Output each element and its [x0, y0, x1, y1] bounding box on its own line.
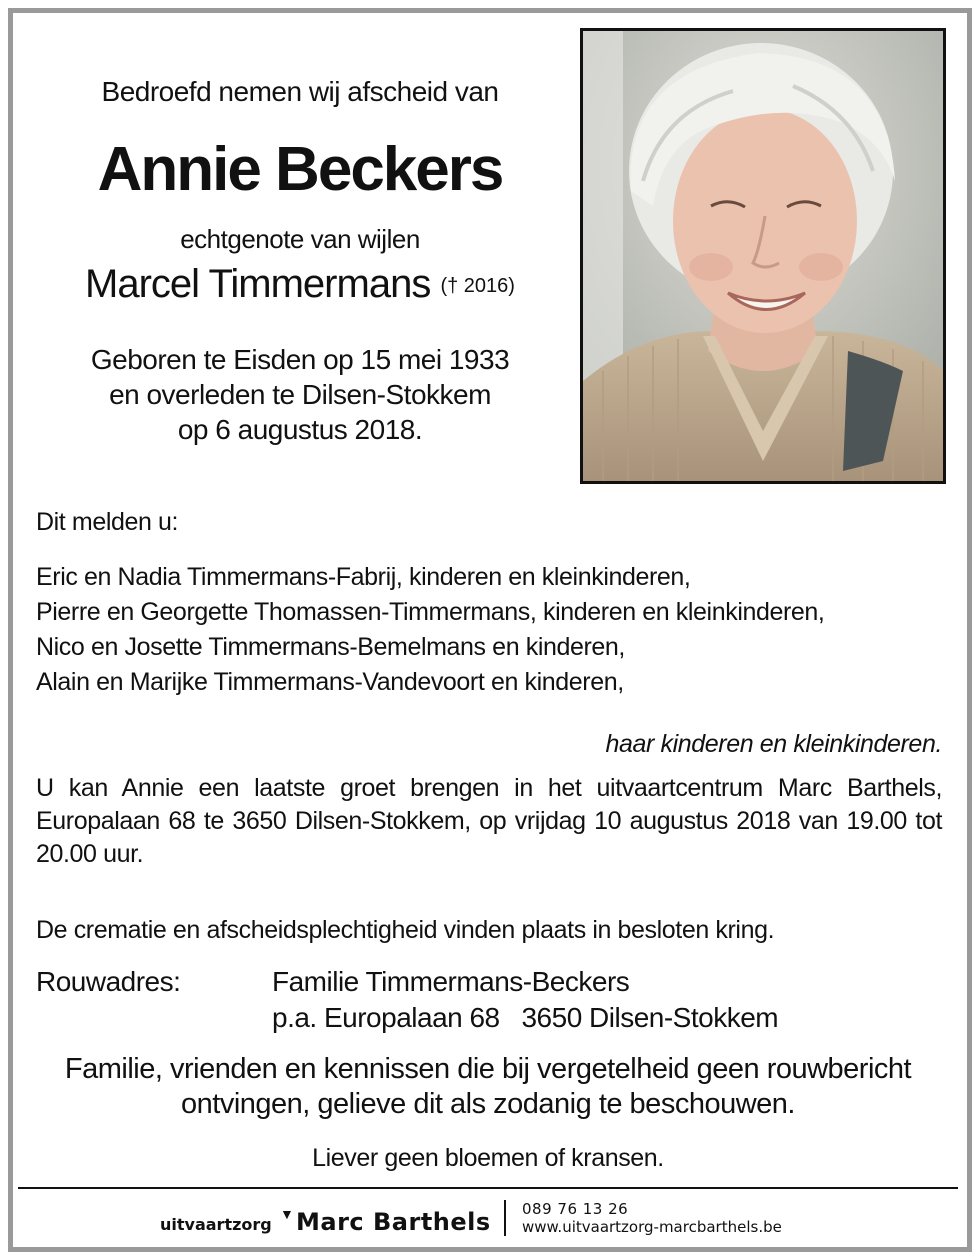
death-place-line: en overleden te Dilsen-Stokkem	[109, 379, 491, 410]
portrait-photo	[580, 28, 946, 484]
intro-text: Bedroefd nemen wij afscheid van	[101, 76, 499, 107]
footer	[0, 1198, 980, 1240]
family-line: Eric en Nadia Timmermans-Fabrij, kinderen en kleinkinderen,	[36, 563, 691, 591]
cremation-text: De crematie en afscheidsplechtigheid vinden plaats in besloten kring.	[36, 916, 775, 944]
footer-divider	[18, 1187, 958, 1189]
spouse-line	[40, 262, 560, 307]
spouse-death-year: († 2016)	[440, 274, 515, 297]
request-line: ontvingen, gelieve dit als zodanig te beschouwen.	[181, 1088, 795, 1121]
spouse-label: echtgenote van wijlen	[180, 224, 420, 254]
phone-number: 089 76 13 26	[522, 1200, 629, 1218]
flowers-text: Liever geen bloemen of kransen.	[312, 1144, 664, 1172]
portrait-illustration	[583, 31, 943, 481]
family-list	[36, 560, 942, 700]
family-line: Pierre en Georgette Thomassen-Timmermans, kinderen en kleinkinderen,	[36, 598, 825, 626]
request-text	[20, 1052, 956, 1123]
spouse-name: Marcel Timmermans	[85, 262, 431, 306]
family-line: Alain en Marijke Timmermans-Vandevoort en kinderen,	[36, 668, 624, 696]
death-date-line: op 6 augustus 2018.	[177, 414, 423, 445]
life-dates	[40, 342, 560, 447]
address-line-1: Familie Timmermans-Beckers	[272, 966, 630, 997]
announce-text: Dit melden u:	[36, 508, 179, 536]
address-line-2: p.a. Europalaan 68 3650 Dilsen-Stokkem	[272, 1002, 779, 1033]
footer-separator	[504, 1200, 506, 1236]
birth-line: Geboren te Eisden op 15 mei 1933	[90, 344, 510, 375]
family-line: Nico en Josette Timmermans-Bemelmans en kinderen,	[36, 633, 625, 661]
brand-arrow-icon: ▼	[280, 1206, 294, 1222]
brand-small: uitvaartzorg	[160, 1215, 272, 1234]
brand-name: Marc Barthels	[296, 1208, 491, 1236]
address-label: Rouwadres:	[36, 966, 181, 997]
request-line: Familie, vrienden en kennissen die bij vergetelheid geen rouwbericht	[64, 1053, 912, 1085]
website-link[interactable]: www.uitvaartzorg-marcbarthels.be	[522, 1218, 782, 1236]
deceased-name: Annie Beckers	[97, 135, 503, 204]
family-signature: haar kinderen en kleinkinderen.	[605, 730, 942, 758]
visitation-text: U kan Annie een laatste groet brengen in het uitvaartcentrum Marc Barthels, Europalaan 68 te 3650 Dilsen-Stokkem, op vrijdag 10 augustus 2018 van 19.00 tot 20.00 uur.	[36, 774, 942, 868]
